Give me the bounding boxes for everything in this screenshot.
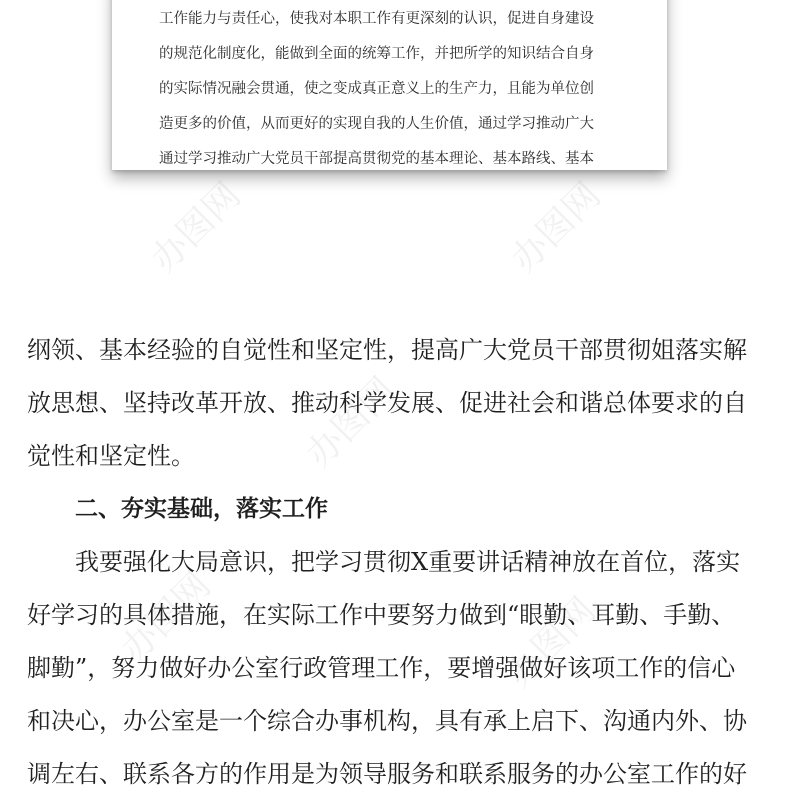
preview-text-block — [159, 2, 629, 170]
preview-line: 通过学习推动广大党员干部提高贯彻党的基本理论、基本路线、基本 — [159, 151, 594, 167]
paragraph-line: 觉性和坚定性。 — [27, 442, 195, 470]
paragraph-line: 和决心，办公室是一个综合办事机构，具有承上启下、沟通内外、协 — [27, 707, 747, 735]
paragraph-line: 纲领、基本经验的自觉性和坚定性，提高广大党员干部贯彻姐落实解 — [27, 336, 747, 364]
watermark-logo: 办图网 — [113, 564, 219, 671]
paragraph-line: 我要强化大局意识，把学习贯彻X重要讲话精神放在首位，落实 — [75, 548, 741, 576]
watermark-logo: 办图网 — [298, 369, 404, 476]
paragraph-line: 调左右、联系各方的作用是为领导服务和联系服务的办公室工作的好 — [27, 760, 747, 788]
document-body — [27, 325, 787, 800]
paragraph-line: 放思想、坚持改革开放、推动科学发展、促进社会和谐总体要求的自 — [27, 389, 747, 417]
preview-line: 的实际情况融会贯通，使之变成真正意义上的生产力，且能为单位创 — [159, 81, 594, 97]
paragraph-line: 脚勤”，努力做好办公室行政管理工作，要增强做好该项工作的信心 — [27, 654, 736, 682]
preview-line: 工作能力与责任心，使我对本职工作有更深刻的认识，促进自身建设 — [159, 11, 594, 27]
watermark-logo: 办图网 — [503, 174, 609, 281]
watermark-logo: 办图网 — [143, 174, 249, 281]
preview-line: 造更多的价值，从而更好的实现自我的人生价值，通过学习推动广大 — [159, 116, 594, 132]
preview-line: 的规范化制度化，能做到全面的统筹工作，并把所学的知识结合自身 — [159, 46, 594, 62]
section-heading: 二、夯实基础，落实工作 — [75, 496, 328, 522]
watermark-logo: 办图网 — [498, 589, 604, 696]
document-page-preview — [112, 0, 667, 170]
paragraph-line: 好学习的具体措施，在实际工作中要努力做到“眼勤、耳勤、手勤、 — [27, 601, 736, 629]
